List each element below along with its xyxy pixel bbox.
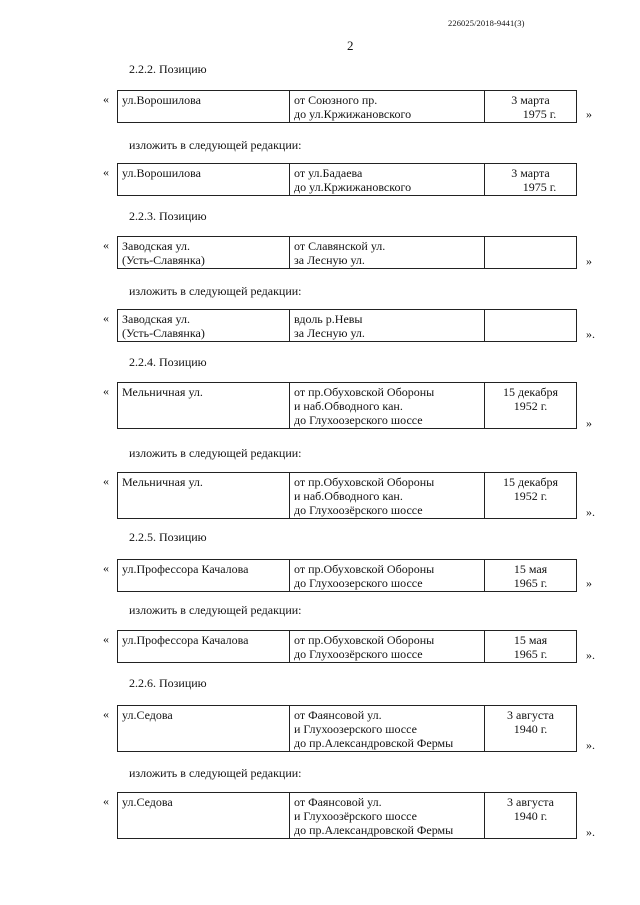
date-day: 3 марта <box>511 93 550 107</box>
open-quote: « <box>103 238 109 252</box>
date-day: 3 августа <box>507 708 554 722</box>
street-line: Заводская ул. <box>122 312 190 326</box>
route-cell <box>290 383 485 429</box>
date-day: 15 мая <box>513 633 548 647</box>
route-line: от Фаянсовой ул. <box>294 708 382 722</box>
route-cell <box>290 631 485 663</box>
street-line: Мельничная ул. <box>122 385 203 399</box>
date-year: 1940 г. <box>513 722 548 736</box>
section-heading: 2.2.4. Позицию <box>129 355 207 369</box>
page-number: 2 <box>347 38 354 53</box>
date-cell <box>485 164 577 196</box>
close-quote: ». <box>586 738 595 752</box>
open-quote: « <box>103 561 109 575</box>
date-day: 3 августа <box>507 795 554 809</box>
edit-instruction: изложить в следующей редакции: <box>129 766 302 780</box>
route-line: до пр.Александровской Фермы <box>294 736 454 750</box>
route-cell <box>290 237 485 269</box>
open-quote: « <box>103 92 109 106</box>
close-quote: » <box>586 576 592 590</box>
section-heading: 2.2.5. Позицию <box>129 530 207 544</box>
street-line: ул.Седова <box>122 795 173 809</box>
document-number: 226025/2018-9441(3) <box>448 18 525 28</box>
edit-instruction: изложить в следующей редакции: <box>129 284 302 298</box>
new-entry-table <box>117 163 577 196</box>
date-cell <box>485 631 577 663</box>
street-line: (Усть-Славянка) <box>122 326 205 340</box>
date-cell <box>485 793 577 839</box>
route-line: до ул.Кржижановского <box>294 180 412 194</box>
route-cell <box>290 560 485 592</box>
route-line: до Глухоозёрского шоссе <box>294 503 423 517</box>
route-line: до пр.Александровской Фермы <box>294 823 454 837</box>
date-cell <box>485 706 577 752</box>
date-cell <box>485 473 577 519</box>
open-quote: « <box>103 384 109 398</box>
section-heading: 2.2.3. Позицию <box>129 209 207 223</box>
street-line: ул.Ворошилова <box>122 93 201 107</box>
close-quote: » <box>586 416 592 430</box>
street-line: Заводская ул. <box>122 239 190 253</box>
street-cell <box>118 631 290 663</box>
open-quote: « <box>103 632 109 646</box>
date-cell <box>485 237 577 269</box>
street-cell <box>118 560 290 592</box>
street-cell <box>118 164 290 196</box>
edit-instruction: изложить в следующей редакции: <box>129 603 302 617</box>
route-line: за Лесную ул. <box>294 253 365 267</box>
date-day: 15 декабря <box>502 475 559 489</box>
route-line: от Союзного пр. <box>294 93 378 107</box>
new-entry-table <box>117 630 577 663</box>
date-day: 3 марта <box>511 166 550 180</box>
open-quote: « <box>103 707 109 721</box>
route-line: до Глухоозёрского шоссе <box>294 647 423 661</box>
date-cell <box>485 560 577 592</box>
edit-instruction: изложить в следующей редакции: <box>129 138 302 152</box>
old-entry-table <box>117 705 577 752</box>
route-line: вдоль р.Невы <box>294 312 363 326</box>
date-year: 1952 г. <box>513 489 548 503</box>
route-line: и наб.Обводного кан. <box>294 489 403 503</box>
close-quote: » <box>586 254 592 268</box>
date-cell <box>485 91 577 123</box>
route-line: до ул.Кржижановского <box>294 107 412 121</box>
open-quote: « <box>103 474 109 488</box>
close-quote: » <box>586 107 592 121</box>
date-year: 1940 г. <box>513 809 548 823</box>
route-cell <box>290 310 485 342</box>
street-line: (Усть-Славянка) <box>122 253 205 267</box>
date-year: 1952 г. <box>513 399 548 413</box>
open-quote: « <box>103 311 109 325</box>
street-line: ул.Профессора Качалова <box>122 633 249 647</box>
close-quote: ». <box>586 327 595 341</box>
route-cell <box>290 793 485 839</box>
close-quote: ». <box>586 825 595 839</box>
route-line: до Глухоозерского шоссе <box>294 576 423 590</box>
close-quote: ». <box>586 648 595 662</box>
route-line: от пр.Обуховской Обороны <box>294 633 435 647</box>
old-entry-table <box>117 382 577 429</box>
new-entry-table <box>117 472 577 519</box>
route-line: от Фаянсовой ул. <box>294 795 382 809</box>
route-line: от пр.Обуховской Обороны <box>294 562 435 576</box>
route-line: до Глухоозерского шоссе <box>294 413 423 427</box>
close-quote: ». <box>586 505 595 519</box>
new-entry-table <box>117 792 577 839</box>
old-entry-table <box>117 90 577 123</box>
route-line: и наб.Обводного кан. <box>294 399 403 413</box>
street-line: Мельничная ул. <box>122 475 203 489</box>
route-cell <box>290 91 485 123</box>
route-line: и Глухоозёрского шоссе <box>294 809 417 823</box>
street-cell <box>118 473 290 519</box>
route-cell <box>290 473 485 519</box>
section-heading: 2.2.6. Позицию <box>129 676 207 690</box>
street-cell <box>118 383 290 429</box>
route-cell <box>290 706 485 752</box>
street-line: ул.Ворошилова <box>122 166 201 180</box>
street-cell <box>118 793 290 839</box>
date-year: 1975 г. <box>522 180 557 194</box>
street-cell <box>118 706 290 752</box>
date-cell <box>485 383 577 429</box>
route-line: и Глухоозерского шоссе <box>294 722 417 736</box>
route-line: от ул.Бадаева <box>294 166 363 180</box>
street-cell <box>118 91 290 123</box>
date-year: 1975 г. <box>522 107 557 121</box>
date-day: 15 мая <box>513 562 548 576</box>
date-cell <box>485 310 577 342</box>
street-cell <box>118 310 290 342</box>
route-cell <box>290 164 485 196</box>
date-year: 1965 г. <box>513 647 548 661</box>
route-line: от пр.Обуховской Обороны <box>294 475 435 489</box>
open-quote: « <box>103 165 109 179</box>
route-line: за Лесную ул. <box>294 326 365 340</box>
route-line: от Славянской ул. <box>294 239 386 253</box>
edit-instruction: изложить в следующей редакции: <box>129 446 302 460</box>
open-quote: « <box>103 794 109 808</box>
date-year: 1965 г. <box>513 576 548 590</box>
section-heading: 2.2.2. Позицию <box>129 62 207 76</box>
old-entry-table <box>117 559 577 592</box>
street-line: ул.Седова <box>122 708 173 722</box>
new-entry-table <box>117 309 577 342</box>
route-line: от пр.Обуховской Обороны <box>294 385 435 399</box>
old-entry-table <box>117 236 577 269</box>
date-day: 15 декабря <box>502 385 559 399</box>
street-cell <box>118 237 290 269</box>
street-line: ул.Профессора Качалова <box>122 562 249 576</box>
